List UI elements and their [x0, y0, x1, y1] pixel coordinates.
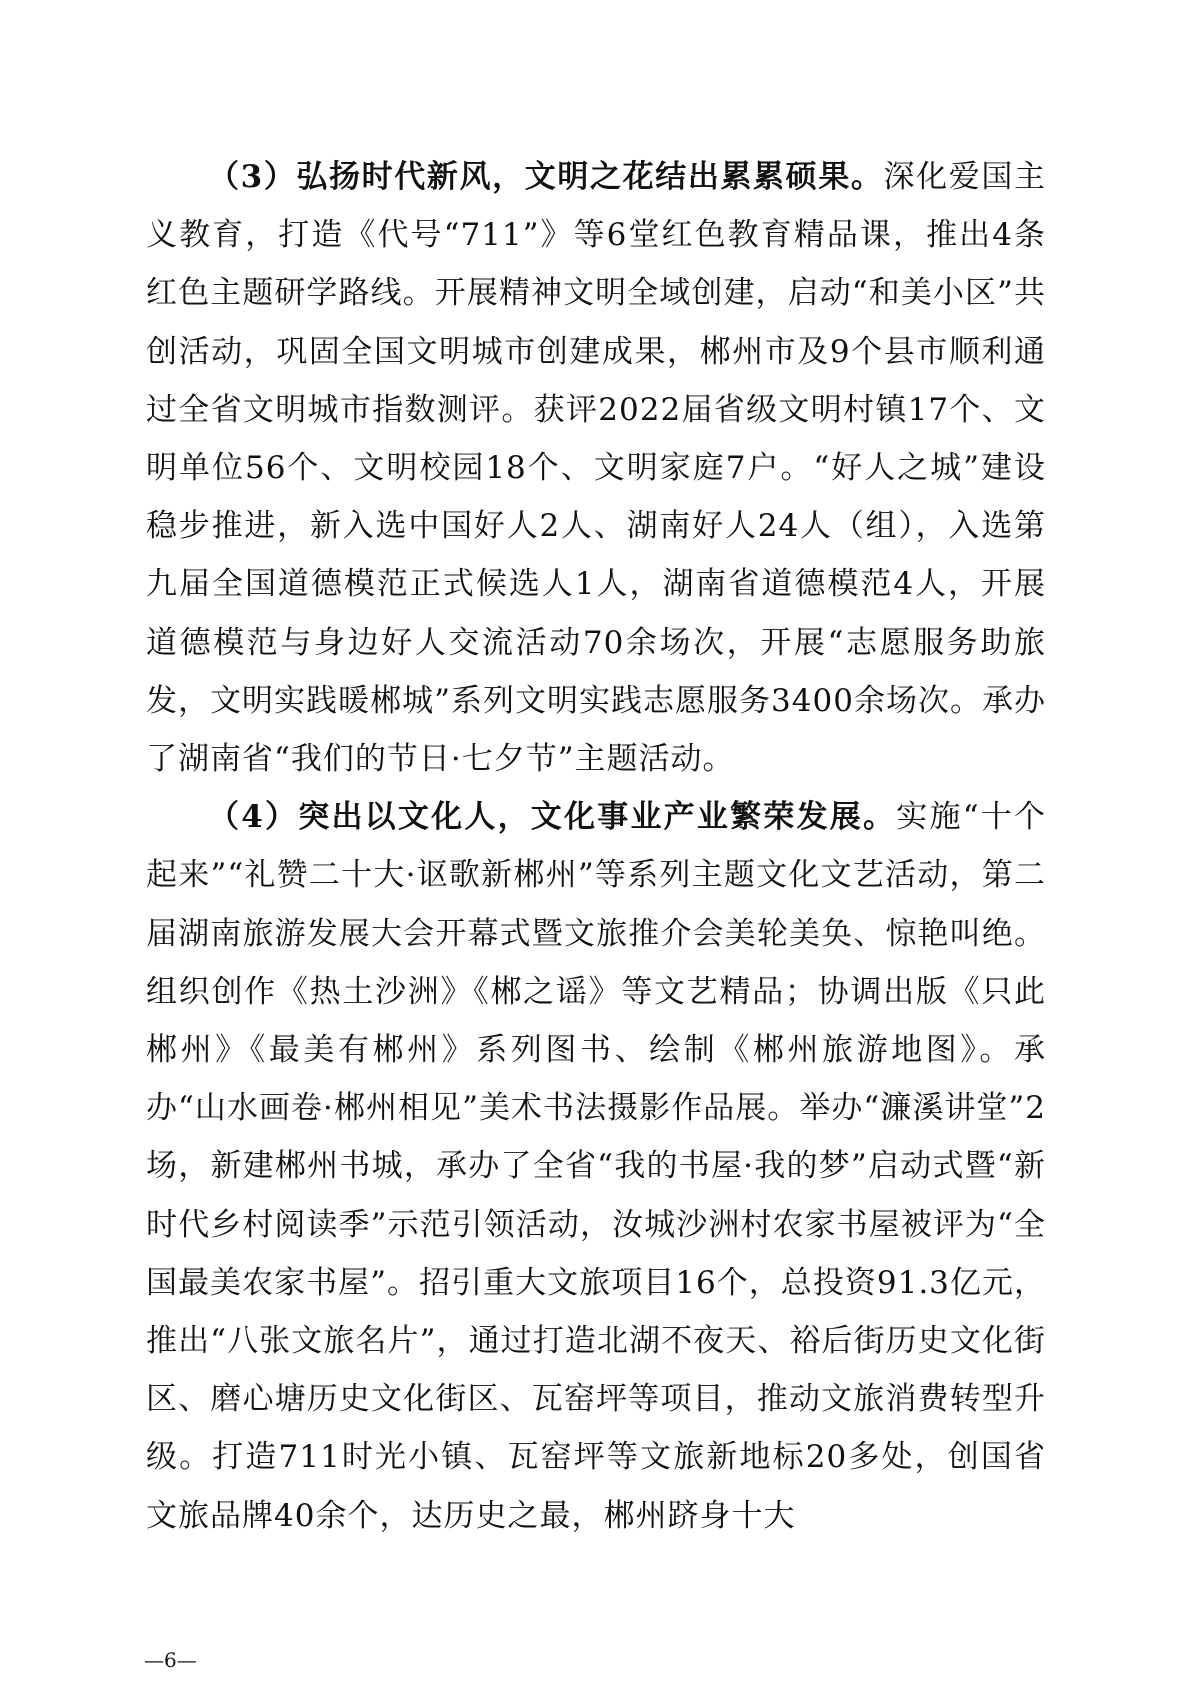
body-text	[146, 148, 1046, 1545]
paragraph-content: 实施“十个起来”“礼赞二十大·讴歌新郴州”等系列主题文化文艺活动，第二届湖南旅游发展大会开幕式暨文旅推介会美轮美奂、惊艳叫绝。组织创作《热土沙洲》《郴之谣》等文艺精品；协调出版《只此郴州》《最美有郴州》系列图书、绘制《郴州旅游地图》。承办“山水画卷·郴州相见”美术书法摄影作品展。举办“濂溪讲堂”2场，新建郴州书城，承办了全省“我的书屋·我的梦”启动式暨“新时代乡村阅读季”示范引领活动，汝城沙洲村农家书屋被评为“全国最美农家书屋”。招引重大文旅项目16个，总投资91.3亿元，推出“八张文旅名片”，通过打造北湖不夜天、裕后街历史文化街区、磨心塘历史文化街区、瓦窑坪等项目，推动文旅消费转型升级。打造711时光小镇、瓦窑坪等文旅新地标20多处，创国省文旅品牌40余个，达历史之最，郴州跻身十大	[146, 799, 1046, 1534]
paragraph-heading: （3）弘扬时代新风，文明之花结出累累硕果。	[208, 159, 884, 195]
paragraph-culture	[146, 788, 1046, 1545]
paragraph-content: 深化爱国主义教育，打造《代号“711”》等6堂红色教育精品课，推出4条红色主题研学路线。开展精神文明全域创建，启动“和美小区”共创活动，巩固全国文明城市创建成果，郴州市及9个县市顺利通过全省文明城市指数测评。获评2022届省级文明村镇17个、文明单位56个、文明校园18个、文明家庭7户。“好人之城”建设稳步推进，新入选中国好人2人、湖南好人24人（组），入选第九届全国道德模范正式候选人1人，湖南省道德模范4人，开展道德模范与身边好人交流活动70余场次，开展“志愿服务助旅发，文明实践暖郴城”系列文明实践志愿服务3400余场次。承办了湖南省“我们的节日·七夕节”主题活动。	[146, 159, 1046, 778]
paragraph-heading: （4）突出以文化人，文化事业产业繁荣发展。	[208, 799, 897, 836]
paragraph-civilization	[146, 148, 1046, 788]
page-number: —6—	[144, 1648, 197, 1672]
